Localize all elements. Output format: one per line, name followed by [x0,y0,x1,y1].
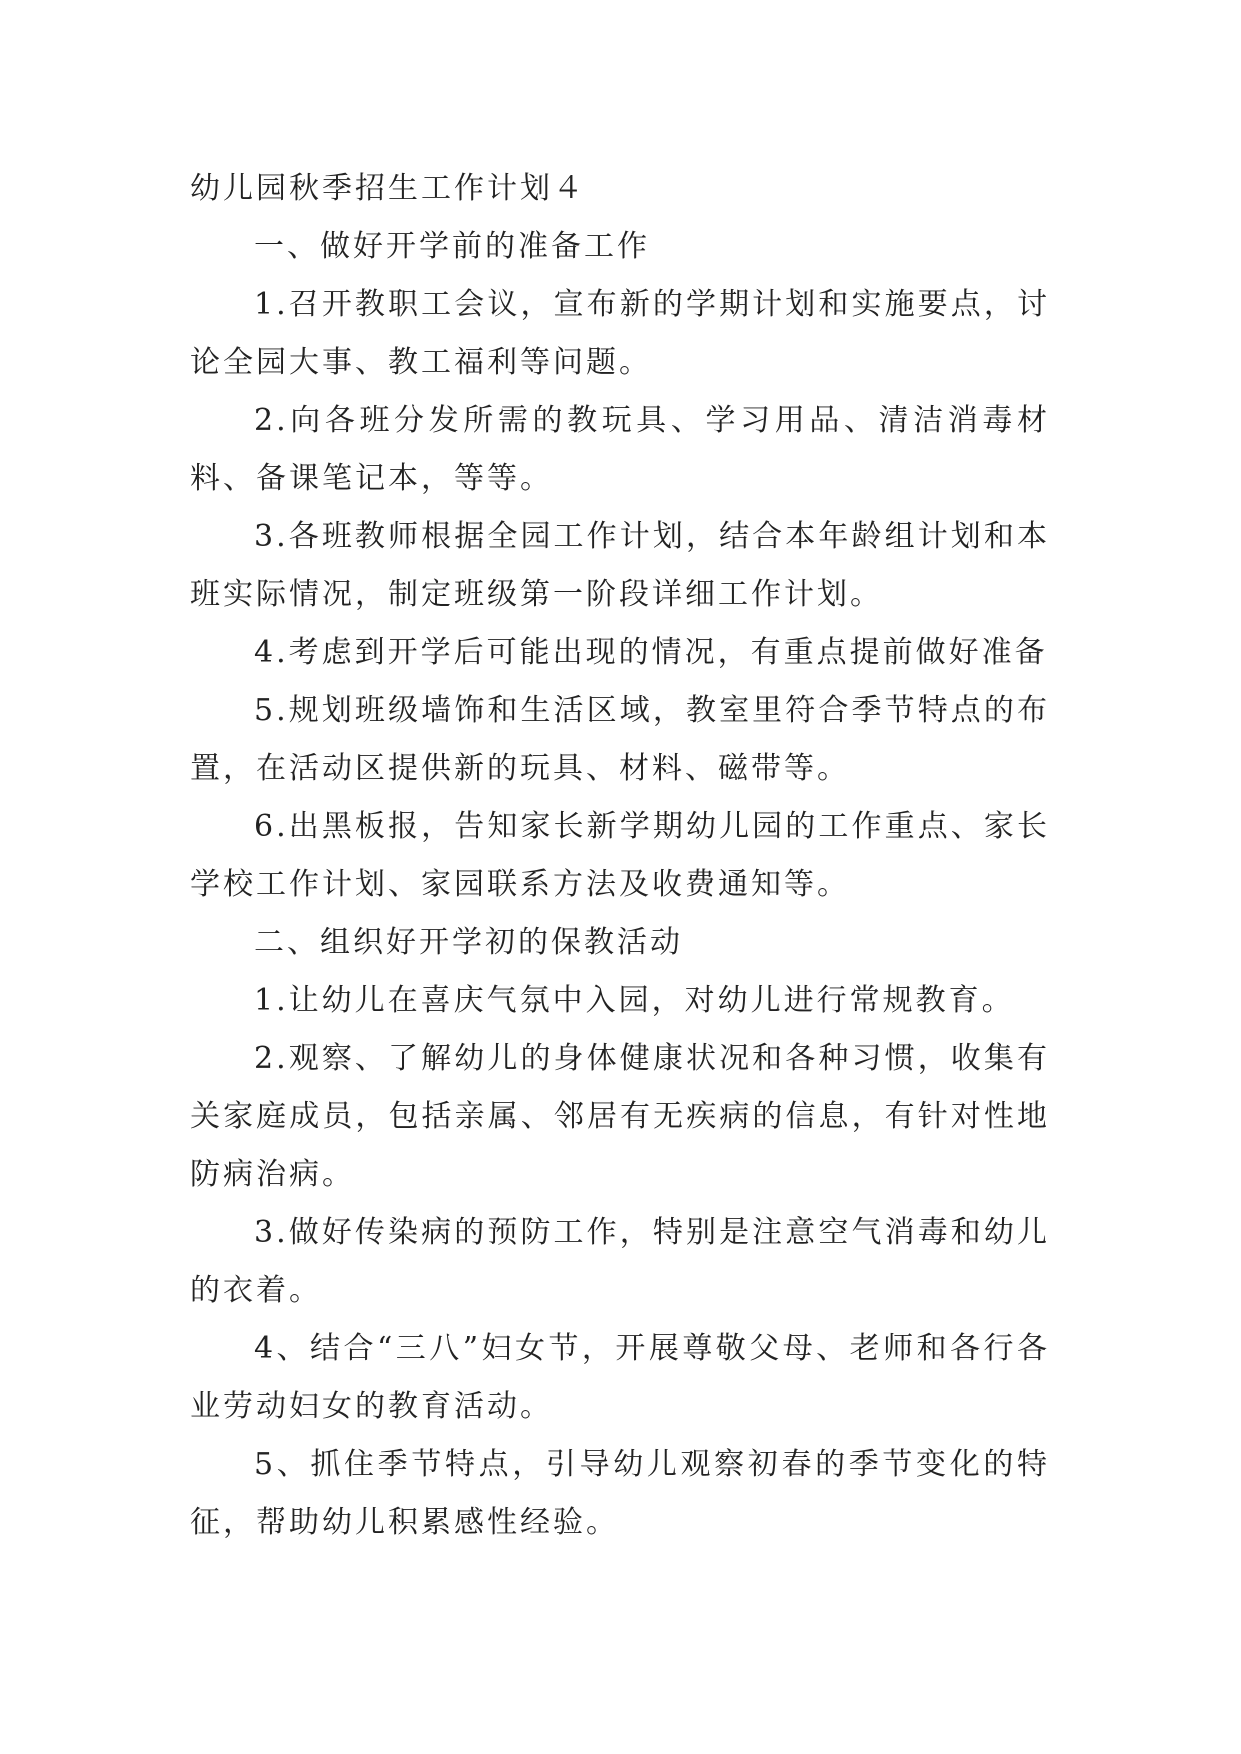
paragraph: 1.召开教职工会议，宣布新的学期计划和实施要点，讨论全园大事、教工福利等问题。 [190,287,1050,380]
paragraph: 4.考虑到开学后可能出现的情况，有重点提前做好准备 [254,635,1048,670]
paragraph: 3.做好传染病的预防工作，特别是注意空气消毒和幼儿的衣着。 [190,1215,1050,1308]
paragraph: 1.让幼儿在喜庆气氛中入园，对幼儿进行常规教育。 [254,983,1015,1018]
paragraph: 5.规划班级墙饰和生活区域，教室里符合季节特点的布置，在活动区提供新的玩具、材料、磁带等。 [190,693,1050,786]
document-body [190,160,1050,1552]
paragraph: 4、结合“三八”妇女节，开展尊敬父母、老师和各行各业劳动妇女的教育活动。 [190,1331,1050,1424]
section-heading-preparation: 一、做好开学前的准备工作 [254,229,650,264]
document-title: 幼儿园秋季招生工作计划４ [190,171,586,206]
paragraph: 2.观察、了解幼儿的身体健康状况和各种习惯，收集有关家庭成员，包括亲属、邻居有无疾病的信息，有针对性地防病治病。 [190,1041,1050,1192]
paragraph: 2.向各班分发所需的教玩具、学习用品、清洁消毒材料、备课笔记本，等等。 [190,403,1050,496]
paragraph: 3.各班教师根据全园工作计划，结合本年龄组计划和本班实际情况，制定班级第一阶段详细工作计划。 [190,519,1050,612]
paragraph: 6.出黑板报，告知家长新学期幼儿园的工作重点、家长学校工作计划、家园联系方法及收费通知等。 [190,809,1050,902]
paragraph: 5、抓住季节特点，引导幼儿观察初春的季节变化的特征，帮助幼儿积累感性经验。 [190,1447,1050,1540]
section-heading-activities: 二、组织好开学初的保教活动 [254,925,683,960]
